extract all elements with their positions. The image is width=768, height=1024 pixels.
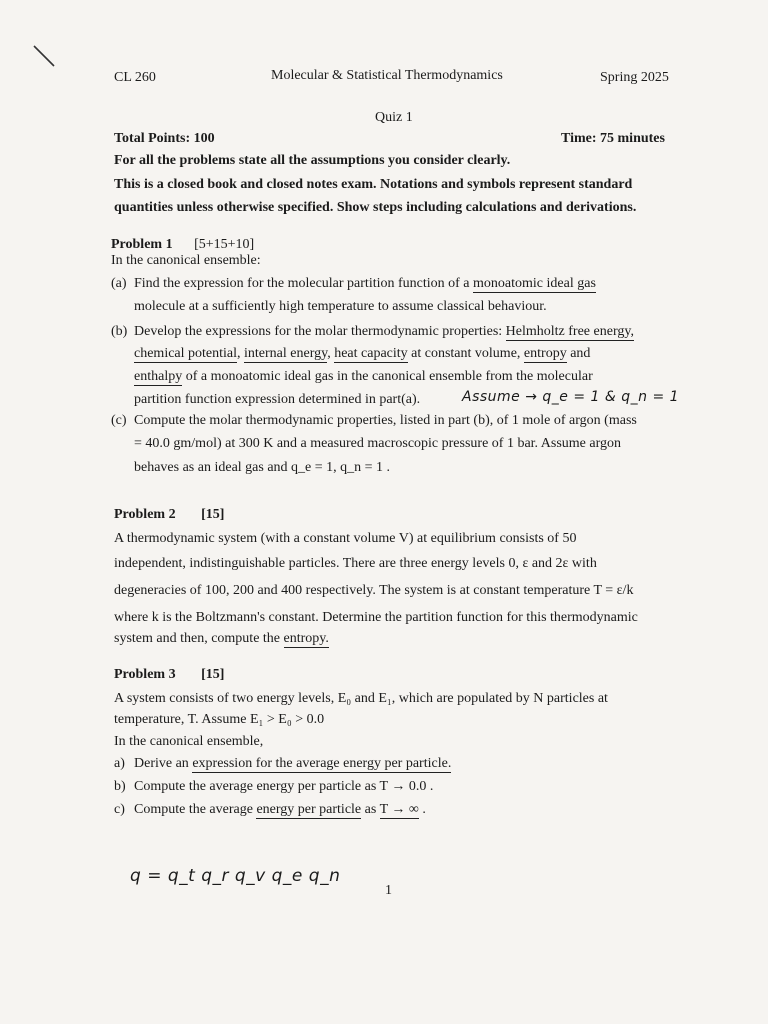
p1-c-line3: behaves as an ideal gas and q_e = 1, q_n = 1 . bbox=[134, 460, 391, 475]
p1-a-text: Find the expression for the molecular partition function of a bbox=[134, 276, 474, 291]
p1-b-text: Develop the expressions for the molar thermodynamic properties: bbox=[134, 324, 506, 339]
p2-line: degeneracies of 100, 200 and 400 respectively. The system is at constant temperature T = ε/k bbox=[114, 583, 634, 598]
problem-points: [15] bbox=[201, 507, 225, 522]
course-code: CL 260 bbox=[114, 70, 156, 85]
p2-line: independent, indistinguishable particles. There are three energy levels 0, ε and 2ε with bbox=[114, 556, 597, 571]
p2-text: system and then, compute the bbox=[114, 631, 284, 646]
p3-line: temperature, T. Assume E₁ > E₀ > 0.0 bbox=[114, 712, 325, 727]
problem-points: [5+15+10] bbox=[194, 237, 255, 252]
time-limit: Time: 75 minutes bbox=[561, 131, 665, 146]
separator: , bbox=[237, 346, 245, 361]
p3-text: Compute the average bbox=[134, 802, 257, 817]
p1-b-line1 bbox=[134, 324, 634, 341]
p3-b-label: b) bbox=[114, 779, 126, 794]
p1-c-label: (c) bbox=[111, 413, 127, 428]
p1-b-text: of a monoatomic ideal gas in the canonical ensemble from the molecular bbox=[182, 369, 593, 384]
p2-line5 bbox=[114, 631, 329, 648]
separator: , bbox=[327, 346, 335, 361]
problem-heading-label: Problem 1 bbox=[111, 237, 173, 252]
p1-b-underlined: chemical potential bbox=[134, 346, 238, 361]
p1-a-label: (a) bbox=[111, 276, 127, 291]
term: Spring 2025 bbox=[600, 70, 669, 85]
p1-b-underlined: Helmholtz free energy, bbox=[505, 324, 634, 339]
p1-b-underlined: entropy bbox=[523, 346, 567, 361]
instruction-line: This is a closed book and closed notes exam. Notations and symbols represent standard bbox=[114, 177, 633, 192]
p2-line: where k is the Boltzmann's constant. Determine the partition function for this thermodynamic bbox=[114, 610, 638, 625]
p1-b-line2 bbox=[134, 346, 590, 363]
p1-b-text: and bbox=[566, 346, 591, 361]
p3-underlined: T → ∞ bbox=[379, 802, 419, 817]
problem-heading-label: Problem 2 bbox=[114, 507, 176, 522]
p1-a-line bbox=[134, 276, 596, 293]
p3-c-line bbox=[134, 802, 426, 819]
handwritten-formula: q = q_t q_r q_v q_e q_n bbox=[130, 866, 341, 886]
page-number: 1 bbox=[385, 883, 392, 898]
p2-line: A thermodynamic system (with a constant volume V) at equilibrium consists of 50 bbox=[114, 531, 577, 546]
problem-1-heading bbox=[111, 237, 254, 254]
p2-underlined: entropy. bbox=[283, 631, 329, 646]
p1-b-underlined: enthalpy bbox=[134, 369, 183, 384]
p1-b-underlined: heat capacity bbox=[334, 346, 408, 361]
instruction-line: quantities unless otherwise specified. Show steps including calculations and derivations. bbox=[114, 200, 637, 215]
p1-a-line2: molecule at a sufficiently high temperature to assume classical behaviour. bbox=[134, 299, 547, 314]
p1-a-underlined: monoatomic ideal gas bbox=[473, 276, 596, 291]
problem-3-heading bbox=[114, 667, 224, 684]
total-points: Total Points: 100 bbox=[114, 131, 215, 146]
problem-2-heading bbox=[114, 507, 224, 524]
p1-b-line3 bbox=[134, 369, 593, 386]
p3-c-label: c) bbox=[114, 802, 125, 817]
course-title: Molecular & Statistical Thermodynamics bbox=[271, 68, 503, 83]
p3-text: as bbox=[361, 802, 380, 817]
p1-b-label: (b) bbox=[111, 324, 128, 339]
problem-heading-label: Problem 3 bbox=[114, 667, 176, 682]
handwritten-note: Assume → q_e = 1 & q_n = 1 bbox=[462, 389, 680, 405]
p3-line: In the canonical ensemble, bbox=[114, 734, 264, 749]
p1-b-line4: partition function expression determined in part(a). bbox=[134, 392, 421, 407]
p3-a-line bbox=[134, 756, 451, 773]
p3-underlined: energy per particle bbox=[256, 802, 362, 817]
p1-b-text: at constant volume, bbox=[407, 346, 524, 361]
p3-a-label: a) bbox=[114, 756, 125, 771]
p3-b-line: Compute the average energy per particle as T → 0.0 . bbox=[134, 779, 434, 794]
instruction-line: For all the problems state all the assumptions you consider clearly. bbox=[114, 153, 511, 168]
problem-points: [15] bbox=[201, 667, 225, 682]
p3-line: A system consists of two energy levels, E₀ and E₁, which are populated by N particles at bbox=[114, 691, 608, 706]
p3-text: . bbox=[418, 802, 426, 817]
quiz-title: Quiz 1 bbox=[375, 110, 413, 125]
p3-underlined: expression for the average energy per particle. bbox=[192, 756, 452, 771]
p1-c-line1: Compute the molar thermodynamic properties, listed in part (b), of 1 mole of argon (mass bbox=[134, 413, 637, 428]
problem-1-intro: In the canonical ensemble: bbox=[111, 253, 261, 268]
p3-text: Derive an bbox=[134, 756, 193, 771]
pen-mark bbox=[30, 42, 60, 72]
p1-c-line2: = 40.0 gm/mol) at 300 K and a measured macroscopic pressure of 1 bar. Assume argon bbox=[134, 436, 622, 451]
p1-b-underlined: internal energy bbox=[244, 346, 328, 361]
